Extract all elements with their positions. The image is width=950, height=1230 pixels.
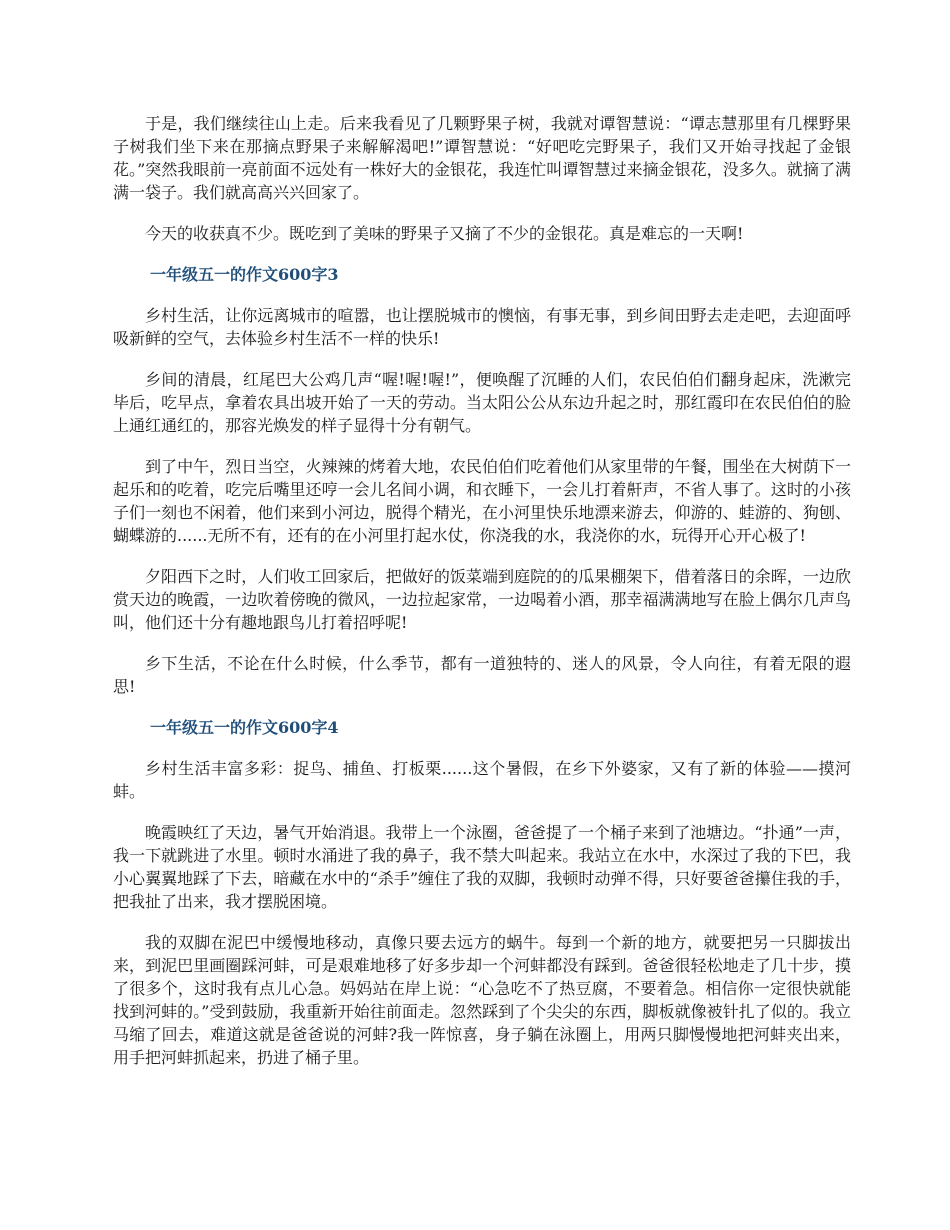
document-page (113, 112, 851, 1087)
section-heading: 一年级五一的作文600字4 (150, 718, 339, 737)
paragraph: 乡下生活，不论在什么时候，什么季节，都有一道独特的、迷人的风景，令人向往，有着无限的遐思! (113, 654, 851, 696)
paragraph: 晚霞映红了天边，暑气开始消退。我带上一个泳圈，爸爸提了一个桶子来到了池塘边。“扑通”一声，我一下就跳进了水里。顿时水涌进了我的鼻子，我不禁大叫起来。我站立在水中，水深过了我的下巴，我小心翼翼地踩了下去，暗藏在水中的“杀手”缠住了我的双脚，我顿时动弹不得，只好要爸爸攥住我的手，把我扯了出来，我才摆脱困境。 (113, 823, 851, 911)
paragraph: 到了中午，烈日当空，火辣辣的烤着大地，农民伯伯们吃着他们从家里带的午餐，围坐在大树荫下一起乐和的吃着，吃完后嘴里还哼一会儿名间小调，和衣睡下，一会儿打着鼾声，不省人事了。这时的小孩子们一刻也不闲着，他们来到小河边，脱得个精光，在小河里快乐地漂来游去，仰游的、蛙游的、狗刨、蝴蝶游的......无所不有，还有的在小河里打起水仗，你浇我的水，我浇你的水，玩得开心开心极了! (113, 457, 851, 545)
paragraph: 乡村生活，让你远离城市的喧嚣，也让摆脱城市的懊恼，有事无事，到乡间田野去走走吧，去迎面呼吸新鲜的空气，去体验乡村生活不一样的快乐! (113, 306, 851, 348)
paragraph: 于是，我们继续往山上走。后来我看见了几颗野果子树，我就对谭智慧说：“谭志慧那里有几棵野果子树我们坐下来在那摘点野果子来解解渴吧!”谭智慧说：“好吧吃完野果子，我们又开始寻找起了金银花。”突然我眼前一亮前面不远处有一株好大的金银花，我连忙叫谭智慧过来摘金银花，没多久。就摘了满满一袋子。我们就高高兴兴回家了。 (113, 114, 851, 202)
paragraph: 今天的收获真不少。既吃到了美味的野果子又摘了不少的金银花。真是难忘的一天啊! (145, 224, 744, 243)
paragraph: 乡村生活丰富多彩：捉鸟、捕鱼、打板栗......这个暑假，在乡下外婆家，又有了新的体验——摸河蚌。 (113, 759, 851, 801)
paragraph: 乡间的清晨，红尾巴大公鸡几声“喔!喔!喔!”，便唤醒了沉睡的人们，农民伯伯们翻身起床，洗漱完毕后，吃早点，拿着农具出坡开始了一天的劳动。当太阳公公从东边升起之时，那红霞印在农民伯伯的脸上通红通红的，那容光焕发的样子显得十分有朝气。 (113, 370, 851, 435)
section-heading: 一年级五一的作文600字3 (150, 265, 339, 284)
paragraph: 夕阳西下之时，人们收工回家后，把做好的饭菜端到庭院的的瓜果棚架下，借着落日的余晖，一边欣赏天边的晚霞，一边吹着傍晚的微风，一边拉起家常，一边喝着小酒，那幸福满满地写在脸上偶尔几声鸟叫，他们还十分有趣地跟鸟儿打着招呼呢! (113, 567, 851, 632)
paragraph: 我的双脚在泥巴中缓慢地移动，真像只要去远方的蜗牛。每到一个新的地方，就要把另一只脚拔出来，到泥巴里画圈踩河蚌，可是艰难地移了好多步却一个河蚌都没有踩到。爸爸很轻松地走了几十步，摸了很多个，这时我有点儿心急。妈妈站在岸上说：“心急吃不了热豆腐，不要着急。相信你一定很快就能找到河蚌的。”受到鼓励，我重新开始往前面走。忽然踩到了个尖尖的东西，脚板就像被针扎了似的。我立马缩了回去，难道这就是爸爸说的河蚌?我一阵惊喜，身子躺在泳圈上，用两只脚慢慢地把河蚌夹出来，用手把河蚌抓起来，扔进了桶子里。 (113, 933, 851, 1067)
